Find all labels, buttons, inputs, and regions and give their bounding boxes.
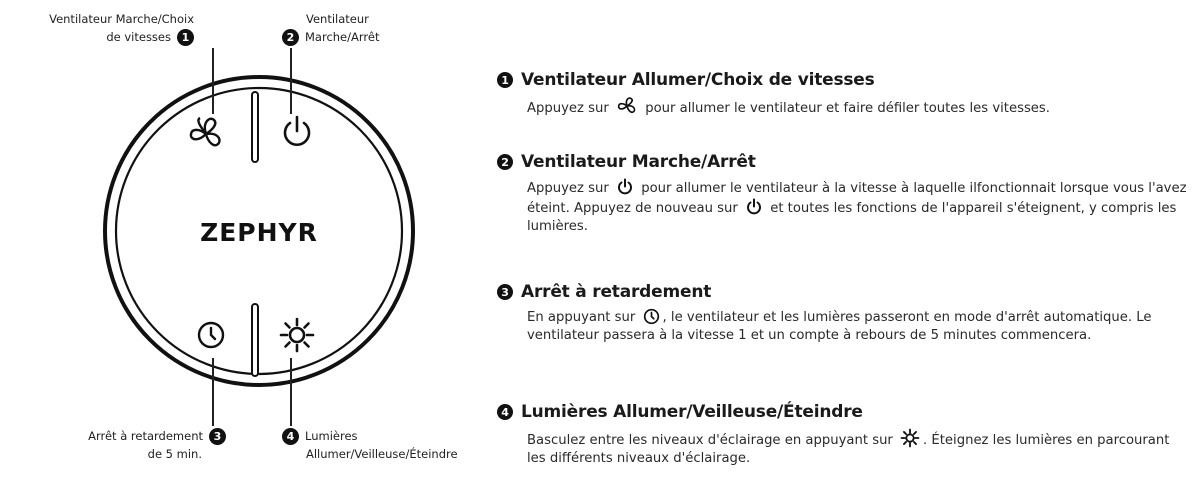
callout-2 <box>282 12 432 46</box>
clock-icon <box>196 320 226 350</box>
section-2-title: Ventilateur Marche/Arrêt <box>521 152 756 172</box>
callout-1-leader <box>212 48 214 114</box>
section-1 <box>497 70 1187 118</box>
callout-1 <box>6 12 194 46</box>
zephyr-logo <box>100 218 418 247</box>
timer-button[interactable] <box>196 320 226 350</box>
section-2-badge: 2 <box>497 154 513 170</box>
section-2-text-a: Appuyez sur <box>527 181 609 196</box>
section-3-text-a: En appuyant sur <box>527 310 636 325</box>
callout-2-line2: Marche/Arrêt <box>305 30 380 44</box>
section-3-title: Arrêt à retardement <box>521 282 712 302</box>
callout-2-badge: 2 <box>282 29 299 46</box>
section-2-text-c: et toutes les fonctions de l'appareil s'éteignent, y compris les lumières. <box>527 201 1177 234</box>
section-4-heading <box>497 402 1187 422</box>
section-4-text-a: Basculez entre les niveaux d'éclairage en appuyant sur <box>527 433 893 448</box>
fan-speed-button[interactable] <box>188 114 224 154</box>
callout-3-line2: de 5 min. <box>147 447 202 461</box>
power-icon <box>616 178 634 196</box>
section-3-text <box>527 308 1187 345</box>
section-2-heading <box>497 152 1187 172</box>
section-1-heading <box>497 70 1187 90</box>
section-1-title: Ventilateur Allumer/Choix de vitesses <box>521 70 875 90</box>
callout-1-badge: 1 <box>177 29 194 46</box>
callout-3-line1: Arrêt à retardement <box>88 429 203 443</box>
section-4 <box>497 402 1187 468</box>
power-icon <box>280 114 314 150</box>
callout-1-line2: de vitesses <box>106 30 171 44</box>
section-1-text-a: Appuyez sur <box>527 101 609 116</box>
logo-text: ZEPHYR <box>200 218 318 247</box>
fan-icon <box>616 96 638 116</box>
callout-2-leader <box>290 48 292 114</box>
section-2-text <box>527 178 1187 236</box>
clock-icon <box>643 308 660 325</box>
callout-4-line1: Lumières <box>305 429 358 443</box>
section-4-title: Lumières Allumer/Veilleuse/Éteindre <box>521 402 863 422</box>
section-3 <box>497 282 1187 345</box>
section-4-text <box>527 428 1187 468</box>
callout-1-line1: Ventilateur Marche/Choix <box>49 12 194 26</box>
section-2 <box>497 152 1187 236</box>
callout-4 <box>282 428 497 462</box>
callout-2-line1: Ventilateur <box>306 12 369 26</box>
section-1-text-b: pour allumer le ventilateur et faire défiler toutes les vitesses. <box>645 101 1050 116</box>
control-panel-diagram <box>100 72 418 390</box>
section-3-text-b: , le ventilateur et les lumières passeront en mode d'arrêt automatique. Le ventilateur passera à la vitesse 1 et un compte à rebours de 5 minutes commencera. <box>527 310 1152 343</box>
fan-power-button[interactable] <box>280 114 314 150</box>
light-button[interactable] <box>278 316 316 354</box>
fan-icon <box>188 114 224 154</box>
section-1-text <box>527 96 1187 118</box>
power-icon <box>745 198 763 216</box>
section-4-text-b: . Éteignez les lumières en parcourant les différents niveaux d'éclairage. <box>527 433 1170 466</box>
section-1-badge: 1 <box>497 72 513 88</box>
callout-4-leader <box>290 358 292 426</box>
section-3-heading <box>497 282 1187 302</box>
callout-3-leader <box>212 358 214 426</box>
section-4-badge: 4 <box>497 404 513 420</box>
section-2-text-b: pour allumer le ventilateur à la vitesse à laquelle ilfonctionnait lorsque vous l'avez éteint. Appuyez de nouveau sur <box>527 181 1187 216</box>
section-3-badge: 3 <box>497 284 513 300</box>
callout-4-line2: Allumer/Veilleuse/Éteindre <box>306 447 458 461</box>
callout-3 <box>40 428 226 462</box>
callout-4-badge: 4 <box>282 428 299 445</box>
sun-icon <box>278 316 316 354</box>
sun-icon <box>900 428 920 448</box>
callout-3-badge: 3 <box>209 428 226 445</box>
